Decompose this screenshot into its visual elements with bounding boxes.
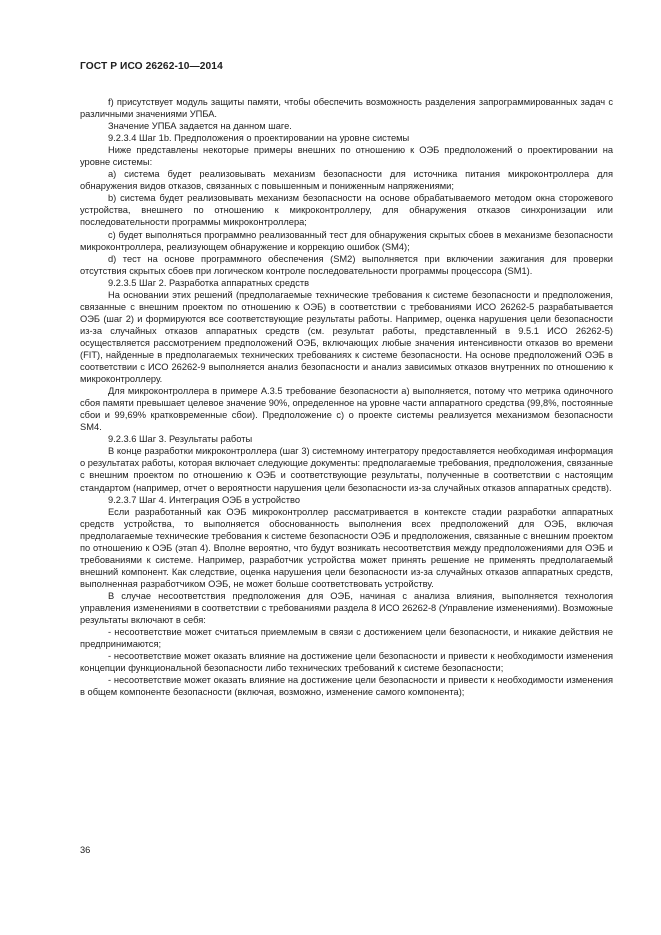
section-heading-9-2-3-4: 9.2.3.4 Шаг 1b. Предположения о проектировании на уровне системы — [108, 133, 410, 144]
paragraph-list-item-c: c) будет выполняться программно реализованный тест для обнаружения скрытых сбоев в механизме безопасности микроконтроллера, реализующем обнаружение и коррекцию ошибок (SM4); — [80, 229, 613, 252]
paragraph-hw-development: На основании этих решений (предполагаемые технические требования к системе безопасности и предположения, связанные с внешним проектом по отношению к ОЭБ) в соответствии с требованиями ИСО 26262-5 разрабатывается ОЭБ (шаг 2) и формируются все соответствующие результаты работы. Например, оценка нарушения цели безопасности из-за случайных отказов аппаратных средств (см. результат работы, представленный в 9.5.1 ИСО 26262-5) осуществляется рассмотрением предположений ОЭБ, включающих любые значения интенсивности отказов во времени (FIT), найденные в предполагаемых технических требованиях к системе безопасности. На основе предположений ОЭБ в соответствии с ИСО 26262-9 выполняется анализ безопасности и анализ зависимых отказов внутренних по отношению к микроконтроллеру. — [80, 289, 613, 385]
paragraph-dash-item-1: - несоответствие может считаться приемлемым в связи с достижением цели безопасности, и никакие действия не предпринимаются; — [80, 627, 613, 650]
paragraph-list-item-a: a) система будет реализовывать механизм безопасности для источника питания микроконтроллера для обнаружения видов отказов, связанных с повышенным и пониженным напряжениями; — [80, 169, 613, 192]
section-heading-9-2-3-5: 9.2.3.5 Шаг 2. Разработка аппаратных средств — [108, 277, 310, 288]
paragraph-mcu-example: Для микроконтроллера в примере А.3.5 требование безопасности a) выполняется, потому что метрика одиночного сбоя памяти превышает целевое значение 90%, определенное на уровне части аппаратного средства (99,8%, постоянные сбои и 99,69% кратковременные сбои). Предположение c) о проекте системы реализуется механизмом безопасности SM4. — [80, 386, 613, 433]
paragraph-work-results: В конце разработки микроконтроллера (шаг 3) системному интегратору предоставляется необходимая информация о результатах работы, которая включает следующие документы: предполагаемые требования, предположения, связанные с внешним проектом по отношению к ОЭБ и соответствующие результаты, полученные в соответствии с настоящим стандартом (например, отчет о вероятности нарушения цели безопасности из-за случайных отказов аппаратных средств). — [80, 446, 613, 493]
page-number: 36 — [80, 845, 91, 855]
section-heading-9-2-3-7: 9.2.3.7 Шаг 4. Интеграция ОЭБ в устройство — [108, 494, 301, 505]
paragraph-mismatch: В случае несоответствия предположения для ОЭБ, начиная с анализа влияния, выполняется технология управления изменениями в соответствии с требованиями раздела 8 ИСО 26262-8 (Управление изменениями). Возможные результаты включают в себя: — [80, 590, 613, 626]
paragraph-upba-note: Значение УПБА задается на данном шаге. — [108, 121, 292, 132]
paragraph-intro-assumptions: Ниже представлены некоторые примеры внешних по отношению к ОЭБ предположений о проектировании на уровне системы: — [80, 145, 613, 168]
paragraph-dash-item-3: - несоответствие может оказать влияние на достижение цели безопасности и привести к необходимости изменения в общем компоненте безопасности (включая, возможно, изменение самого компонента); — [80, 675, 613, 698]
page-header: ГОСТ Р ИСО 26262-10—2014 — [80, 61, 223, 72]
section-heading-9-2-3-6: 9.2.3.6 Шаг 3. Результаты работы — [108, 434, 253, 445]
page-body — [80, 96, 613, 698]
paragraph-integration: Если разработанный как ОЭБ микроконтроллер рассматривается в контексте стадии разработки аппаратных средств устройства, то выполняется обоснованность выполнения всех предположений для ОЭБ, включая предполагаемые технические требования к системе безопасности ОЭБ и предположения, связанные с внешним проектом по отношению к ОЭБ (этап 4). Вполне вероятно, что будут возникать несоответствия между предположениями для ОЭБ и требованиями к системе. Например, разработчик устройства может принять решение не применять предполагаемый внешний компонент. Как следствие, оценка нарушения цели безопасности из-за случайных отказов аппаратных средств, выполненная разработчиком ОЭБ, не может больше соответствовать устройству. — [80, 506, 613, 589]
paragraph-list-item-b: b) система будет реализовывать механизм безопасности на основе обрабатываемого методом окна сторожевого устройства, внешнего по отношению к микроконтроллеру, для обнаружения отказов синхронизации или последовательности программы микроконтроллера; — [80, 193, 613, 228]
paragraph-dash-item-2: - несоответствие может оказать влияние на достижение цели безопасности и привести к необходимости изменения концепции функциональной безопасности либо технических требований к системе безопасности; — [80, 651, 613, 674]
paragraph-list-item-d: d) тест на основе программного обеспечения (SM2) выполняется при включении зажигания для проверки отсутствия скрытых сбоев при логическом контроле последовательности программы процессора (SM1). — [80, 253, 613, 276]
paragraph-list-item-f: f) присутствует модуль защиты памяти, чтобы обеспечить возможность разделения запрограммированных задач с различными значениями УПБА. — [80, 97, 613, 120]
